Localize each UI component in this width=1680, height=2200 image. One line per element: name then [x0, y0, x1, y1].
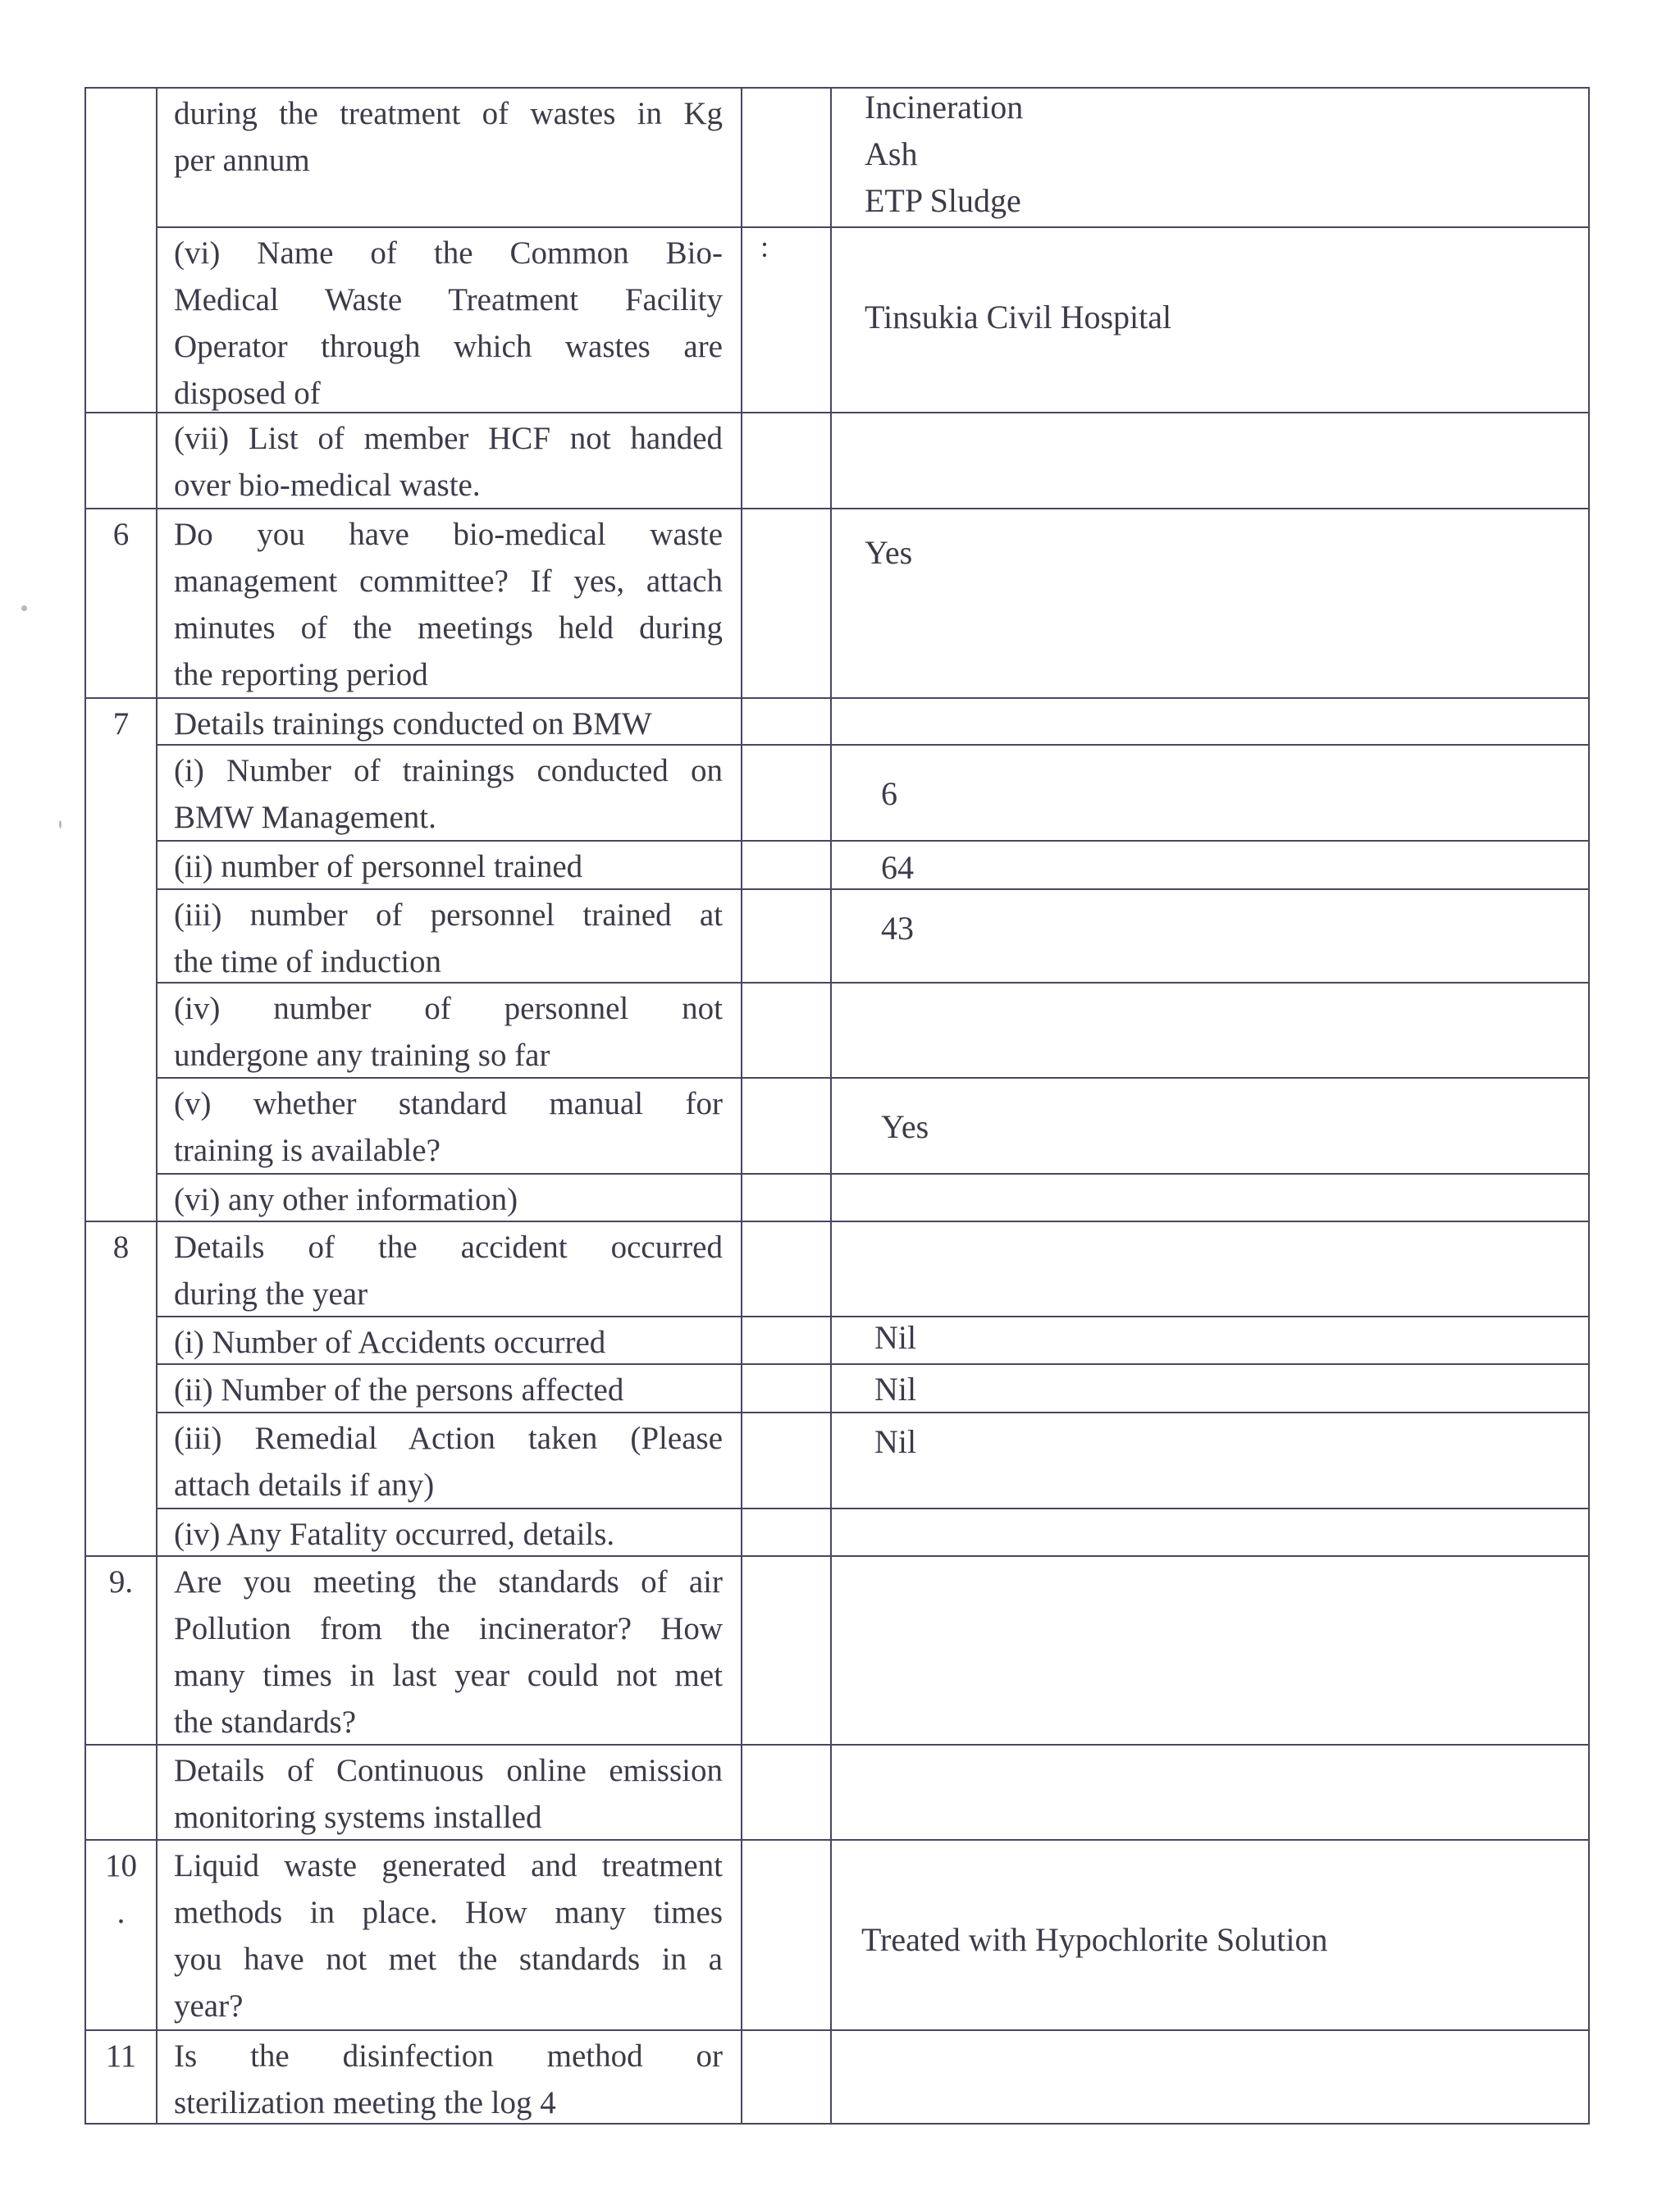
- answer-content: [865, 294, 1588, 340]
- answer-text: Nil: [874, 1423, 917, 1460]
- question-text: training is available?: [174, 1133, 441, 1168]
- answer-text: 6: [881, 775, 897, 812]
- separator-cell: [741, 982, 832, 1079]
- question-text: the time of induction: [174, 944, 442, 979]
- separator-cell: [741, 412, 832, 509]
- answer-text: 43: [881, 910, 914, 947]
- question-text: year?: [174, 1988, 244, 2024]
- row-number-cell: [84, 87, 158, 413]
- answer-text: Ash: [865, 135, 918, 172]
- answer-cell: [830, 1173, 1590, 1222]
- row-number: .: [116, 1895, 126, 1930]
- answer-content: [881, 1103, 1588, 1150]
- question-cell: [156, 1363, 742, 1413]
- separator-cell: [741, 1077, 832, 1175]
- question-cell: [156, 697, 742, 746]
- question-text: Are you meeting the standards of air: [174, 1564, 723, 1600]
- answer-cell: [830, 87, 1590, 228]
- answer-content: [881, 770, 1588, 817]
- answer-text: Yes: [881, 1108, 929, 1145]
- answer-content: [865, 529, 1588, 576]
- answer-cell: [830, 412, 1590, 509]
- separator-cell: [741, 1412, 832, 1509]
- question-cell: [156, 226, 742, 413]
- separator-cell: [741, 697, 832, 746]
- question-text: Operator through which wastes are: [174, 329, 723, 364]
- question-text: many times in last year could not met: [174, 1658, 723, 1693]
- question-cell: [156, 1839, 742, 2031]
- answer-text: Yes: [865, 534, 913, 571]
- answer-content: [874, 1314, 1588, 1361]
- answer-content: [861, 1916, 1588, 1963]
- separator-cell: [741, 1555, 832, 1746]
- row-number: 11: [105, 2038, 137, 2074]
- question-text: the reporting period: [174, 657, 428, 692]
- answer-text: Incineration: [865, 89, 1024, 126]
- answer-content: [881, 844, 1588, 891]
- question-cell: [156, 87, 742, 228]
- answer-cell: [830, 1508, 1590, 1557]
- row-number-cell: [84, 1221, 158, 1557]
- answer-text: Nil: [874, 1319, 917, 1356]
- row-number-cell: [84, 508, 158, 699]
- question-text: during the year: [174, 1276, 368, 1312]
- row-number-cell: [84, 1555, 158, 1746]
- question-text: Details trainings conducted on BMW: [174, 706, 652, 742]
- answer-cell: [830, 1412, 1590, 1509]
- answer-cell: [830, 1363, 1590, 1413]
- question-text: (vi) Name of the Common Bio-: [174, 235, 723, 271]
- answer-text: ETP Sludge: [865, 182, 1021, 219]
- question-text: (vii) List of member HCF not handed: [174, 421, 723, 456]
- question-text: the standards?: [174, 1705, 357, 1740]
- separator-cell: [741, 1744, 832, 1841]
- separator-cell: [741, 1363, 832, 1413]
- separator-cell: [741, 1839, 832, 2031]
- question-text: disposed of: [174, 376, 321, 411]
- question-cell: [156, 1221, 742, 1317]
- separator-cell: [741, 1508, 832, 1557]
- question-text: during the treatment of wastes in Kg: [174, 96, 723, 131]
- question-text: (i) Number of trainings conducted on: [174, 753, 723, 788]
- row-number: 9.: [108, 1564, 134, 1600]
- answer-cell: [830, 226, 1590, 413]
- question-text: (vi) any other information): [174, 1182, 518, 1217]
- answer-cell: [830, 2029, 1590, 2125]
- row-number-cell: [84, 1744, 158, 1841]
- answer-cell: [830, 840, 1590, 890]
- scan-speck: [21, 605, 27, 611]
- question-text: Medical Waste Treatment Facility: [174, 282, 723, 317]
- separator-cell: [741, 888, 832, 984]
- row-number-cell: [84, 412, 158, 509]
- answer-content: [874, 1366, 1588, 1413]
- question-text: (ii) number of personnel trained: [174, 849, 583, 884]
- row-number: 6: [112, 517, 130, 552]
- answer-cell: [830, 508, 1590, 699]
- question-cell: [156, 412, 742, 509]
- question-cell: [156, 1173, 742, 1222]
- separator-cell: [741, 1173, 832, 1222]
- answer-cell: [830, 1839, 1590, 2031]
- question-text: over bio-medical waste.: [174, 468, 481, 503]
- answer-text: Nil: [874, 1371, 917, 1408]
- answer-cell: [830, 1221, 1590, 1317]
- answer-cell: [830, 1316, 1590, 1365]
- separator-cell: [741, 744, 832, 842]
- question-text: Is the disinfection method or: [174, 2038, 723, 2074]
- question-text: Pollution from the incinerator? How: [174, 1611, 723, 1646]
- answer-content: [865, 84, 1588, 224]
- question-cell: [156, 744, 742, 842]
- answer-content: [881, 905, 1588, 952]
- question-cell: [156, 888, 742, 984]
- answer-cell: [830, 982, 1590, 1079]
- row-number-cell: [84, 1839, 158, 2031]
- answer-cell: [830, 1744, 1590, 1841]
- question-cell: [156, 1077, 742, 1175]
- question-cell: [156, 1555, 742, 1746]
- separator-cell: [741, 2029, 832, 2125]
- question-text: undergone any training so far: [174, 1038, 550, 1073]
- answer-cell: [830, 744, 1590, 842]
- question-cell: [156, 982, 742, 1079]
- question-text: (v) whether standard manual for: [174, 1086, 723, 1121]
- question-text: (iii) number of personnel trained at: [174, 897, 723, 933]
- question-cell: [156, 1508, 742, 1557]
- question-text: minutes of the meetings held during: [174, 610, 723, 646]
- question-text: Details of the accident occurred: [174, 1230, 723, 1265]
- scan-speck: [59, 820, 62, 828]
- question-text: per annum: [174, 143, 310, 178]
- question-cell: [156, 1412, 742, 1509]
- row-number-cell: [84, 2029, 158, 2125]
- question-text: (iv) number of personnel not: [174, 991, 723, 1026]
- question-text: Liquid waste generated and treatment: [174, 1848, 723, 1883]
- question-cell: [156, 1744, 742, 1841]
- answer-cell: [830, 888, 1590, 984]
- answer-cell: [830, 1077, 1590, 1175]
- question-text: (iv) Any Fatality occurred, details.: [174, 1517, 615, 1552]
- row-number: 7: [112, 706, 130, 742]
- answer-text: 64: [881, 849, 914, 886]
- row-number: 10: [105, 1848, 137, 1883]
- question-cell: [156, 840, 742, 890]
- question-text: management committee? If yes, attach: [174, 564, 723, 599]
- question-text: (iii) Remedial Action taken (Please: [174, 1421, 723, 1456]
- question-text: BMW Management.: [174, 800, 436, 835]
- question-text: (i) Number of Accidents occurred: [174, 1325, 606, 1360]
- question-cell: [156, 1316, 742, 1365]
- row-number: 8: [112, 1230, 130, 1265]
- separator-cell: [741, 87, 832, 228]
- answer-cell: [830, 1555, 1590, 1746]
- question-text: you have not met the standards in a: [174, 1942, 723, 1977]
- question-cell: [156, 508, 742, 699]
- separator-cell: [741, 840, 832, 890]
- question-text: (ii) Number of the persons affected: [174, 1372, 624, 1408]
- answer-text: Tinsukia Civil Hospital: [865, 299, 1172, 335]
- question-text: methods in place. How many times: [174, 1895, 723, 1930]
- separator-cell: [741, 1221, 832, 1317]
- question-text: sterilization meeting the log 4: [174, 2085, 556, 2120]
- row-number-cell: [84, 697, 158, 1222]
- question-text: Details of Continuous online emission: [174, 1753, 723, 1788]
- separator-cell: [741, 1316, 832, 1365]
- answer-content: [874, 1418, 1588, 1465]
- separator-cell: [741, 226, 832, 413]
- separator-cell: [741, 508, 832, 699]
- answer-text: Treated with Hypochlorite Solution: [861, 1921, 1328, 1958]
- answer-cell: [830, 697, 1590, 746]
- colon-separator: :: [760, 230, 769, 263]
- question-text: monitoring systems installed: [174, 1800, 542, 1835]
- question-text: Do you have bio-medical waste: [174, 517, 723, 552]
- question-cell: [156, 2029, 742, 2125]
- question-text: attach details if any): [174, 1467, 435, 1503]
